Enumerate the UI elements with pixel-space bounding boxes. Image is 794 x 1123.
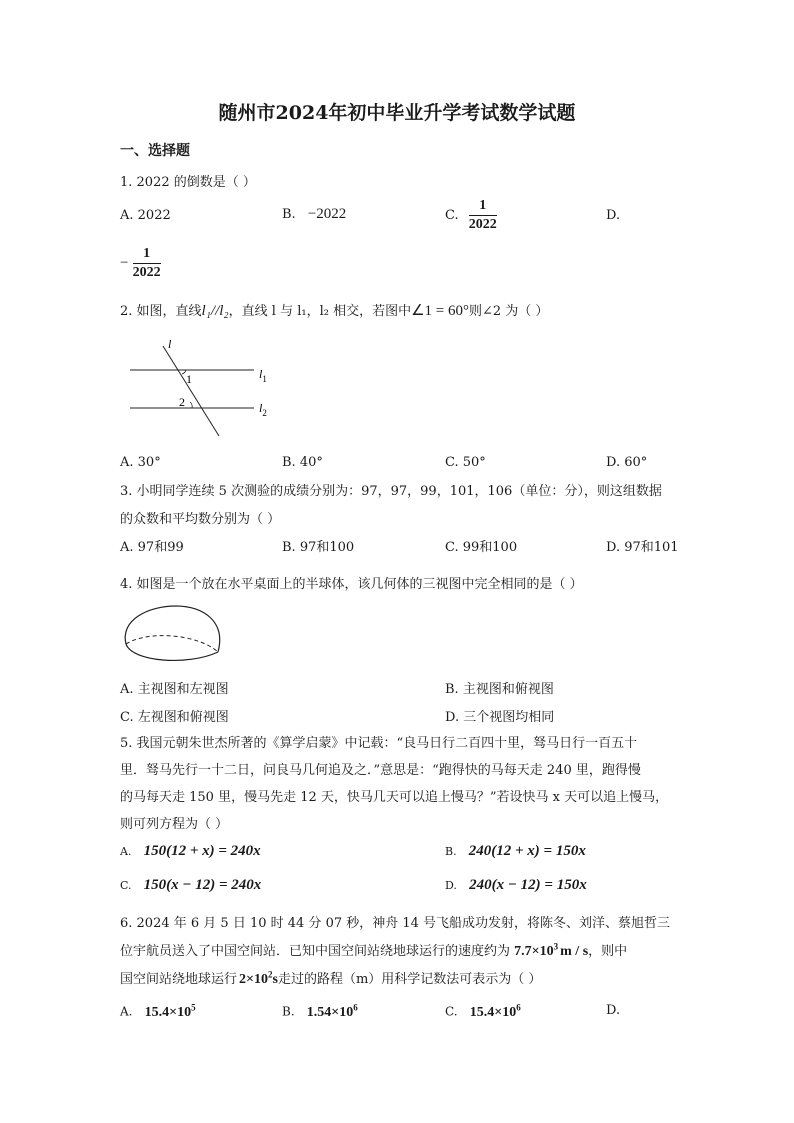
q6-speed-base: 7.7×10 (514, 944, 554, 959)
q6-option-b-label: B. (282, 1004, 295, 1019)
q6-line-2-text: 位宇航员送入了中国空间站．已知中国空间站绕地球运行的速度约为 (120, 944, 511, 959)
q4-option-b: B. 主视图和俯视图 (445, 682, 554, 697)
question-5-line-4: 则可列方程为（ ） (120, 817, 229, 832)
q6-option-c (445, 1002, 521, 1021)
q6-line-3-text: 国空间站绕地球运行 (120, 972, 238, 987)
question-2-stem (120, 300, 548, 320)
hemisphere-figure (118, 600, 228, 670)
q4-option-a: A. 主视图和左视图 (120, 682, 229, 697)
q2-option-b: B. 40° (282, 455, 323, 470)
question-6-line-3 (120, 968, 541, 988)
question-6-line-2 (120, 940, 627, 960)
q2-parallel-expr: l₁//l₂ (201, 303, 229, 319)
q3-option-b: B. 97和100 (282, 540, 355, 555)
label-l2 (259, 401, 267, 418)
q6-time-base: 2×10 (239, 972, 268, 987)
q6-time-expr (239, 969, 278, 987)
q3-option-d: D. 97和101 (606, 540, 679, 555)
q5-option-b (445, 843, 586, 860)
q2-option-d: D. 60° (606, 455, 648, 470)
transversal-l (163, 346, 219, 436)
q1-option-c (445, 198, 497, 233)
q2-stem-mid: ，直线 l 与 l₁，l₂ 相交，若图中 (228, 304, 412, 319)
q6-a-base: 15.4×10 (144, 1004, 192, 1020)
q6-b-exp: 6 (353, 1002, 358, 1012)
q1-option-d-value (120, 246, 161, 281)
q1-c-denominator: 2022 (468, 217, 497, 232)
q2-stem-post: 则∠2 为（ ） (469, 304, 549, 319)
q6-time-exp: 2 (268, 969, 273, 980)
hemisphere-base-back (126, 636, 218, 652)
label-l2-sub: 2 (262, 408, 267, 418)
question-3-line-2: 的众数和平均数分别为（ ） (120, 512, 281, 527)
q6-time-unit: s (272, 972, 278, 987)
q2-option-c: C. 50° (445, 455, 486, 470)
q6-option-c-value (469, 1002, 521, 1020)
q5-option-a-label: A. (120, 845, 132, 858)
angle-2-arc (190, 402, 192, 408)
parallel-lines-figure (118, 336, 288, 446)
q5-option-b-equation: 240(12 + x) = 150x (468, 843, 586, 859)
label-angle-2: 2 (179, 395, 185, 409)
section-heading: 一、选择题 (120, 143, 190, 159)
hemisphere-base-front (126, 644, 218, 660)
question-5-line-2: 里．驽马先行一十二日，问良马几何追及之．”意思是：“跑得快的马每天走 240 里，跑得慢 (120, 763, 641, 778)
q2-option-a: A. 30° (120, 455, 161, 470)
question-5-line-3: 的马每天走 150 里，慢马先走 12 天，快马几天可以追上慢马？”若设快马 x 天可以追上慢马， (120, 790, 669, 805)
q5-option-b-label: B. (445, 845, 457, 858)
q5-option-d (445, 877, 587, 894)
q5-option-a-equation: 150(12 + x) = 240x (143, 843, 261, 859)
q1-c-numerator: 1 (469, 198, 497, 216)
q1-option-c-label: C. (445, 208, 459, 223)
q3-option-c: C. 99和100 (445, 540, 518, 555)
q1-option-d-label: D. (606, 208, 621, 223)
q1-option-d-fraction (133, 246, 161, 281)
q1-option-c-fraction (469, 198, 497, 233)
q6-option-c-label: C. (445, 1004, 458, 1019)
q5-option-a (120, 843, 261, 860)
q5-option-d-equation: 240(x − 12) = 150x (469, 877, 587, 893)
q6-option-d-label: D. (606, 1003, 621, 1018)
question-6-line-1: 6. 2024 年 6 月 5 日 10 时 44 分 07 秒，神舟 14 号飞船成功发射，将陈冬、刘洋、蔡旭哲三 (120, 916, 671, 931)
q5-option-d-label: D. (445, 879, 457, 892)
q6-option-a-label: A. (120, 1004, 133, 1019)
q1-d-denominator: 2022 (132, 265, 161, 280)
q1-option-b-value: −2022 (307, 206, 347, 222)
question-1-stem: 1. 2022 的倒数是（ ） (120, 175, 256, 190)
label-l1-sub: 1 (262, 374, 267, 384)
q1-option-a: A. 2022 (120, 208, 171, 223)
q2-stem-pre: 2. 如图，直线 (120, 304, 202, 319)
q5-option-c-label: C. (120, 879, 132, 892)
question-4-stem: 4. 如图是一个放在水平桌面上的半球体，该几何体的三视图中完全相同的是（ ） (120, 577, 583, 592)
q6-option-a-value (144, 1002, 196, 1020)
q6-line-3-tail: 走过的路程（m）用科学记数法可表示为（ ） (277, 972, 542, 987)
q6-option-a (120, 1002, 196, 1021)
q6-c-exp: 6 (516, 1002, 521, 1012)
q6-c-base: 15.4×10 (469, 1004, 517, 1020)
page-title: 随州市2024年初中毕业升学考试数学试题 (218, 102, 576, 124)
q6-line-2-tail: ，则中 (588, 944, 628, 959)
q2-angle-expr: ∠1 = 60° (411, 303, 469, 319)
q5-option-c-equation: 150(x − 12) = 240x (143, 877, 262, 893)
q6-b-base: 1.54×10 (306, 1004, 354, 1020)
q1-option-b-label: B. (282, 207, 296, 222)
q1-option-b (282, 206, 346, 223)
q6-option-b-value (306, 1002, 358, 1020)
q1-d-numerator: 1 (133, 246, 161, 264)
question-3-line-1: 3. 小明同学连续 5 次测验的成绩分别为：97，97，99，101，106（单位：分），则这组数据 (120, 484, 662, 499)
q4-option-d: D. 三个视图均相同 (445, 710, 555, 725)
q6-option-b (282, 1002, 358, 1021)
label-l: l (168, 337, 172, 351)
q6-speed-unit: m / s (560, 944, 589, 959)
label-l1 (259, 367, 267, 384)
label-l1-base: l (259, 367, 263, 381)
q6-a-exp: 5 (191, 1002, 196, 1012)
label-l2-base: l (259, 401, 263, 415)
question-5-line-1: 5. 我国元朝朱世杰所著的《算学启蒙》中记载：“良马日行二百四十里，驽马日行一百五十 (120, 736, 638, 751)
q1-d-sign: − (120, 255, 129, 271)
q5-option-c (120, 877, 261, 894)
q6-speed-expr (514, 941, 589, 959)
q6-speed-exp: 3 (553, 941, 559, 952)
q4-option-c: C. 左视图和俯视图 (120, 710, 229, 725)
q3-option-a: A. 97和99 (120, 540, 184, 555)
label-angle-1: 1 (186, 372, 192, 386)
hemisphere-dome (125, 606, 219, 652)
